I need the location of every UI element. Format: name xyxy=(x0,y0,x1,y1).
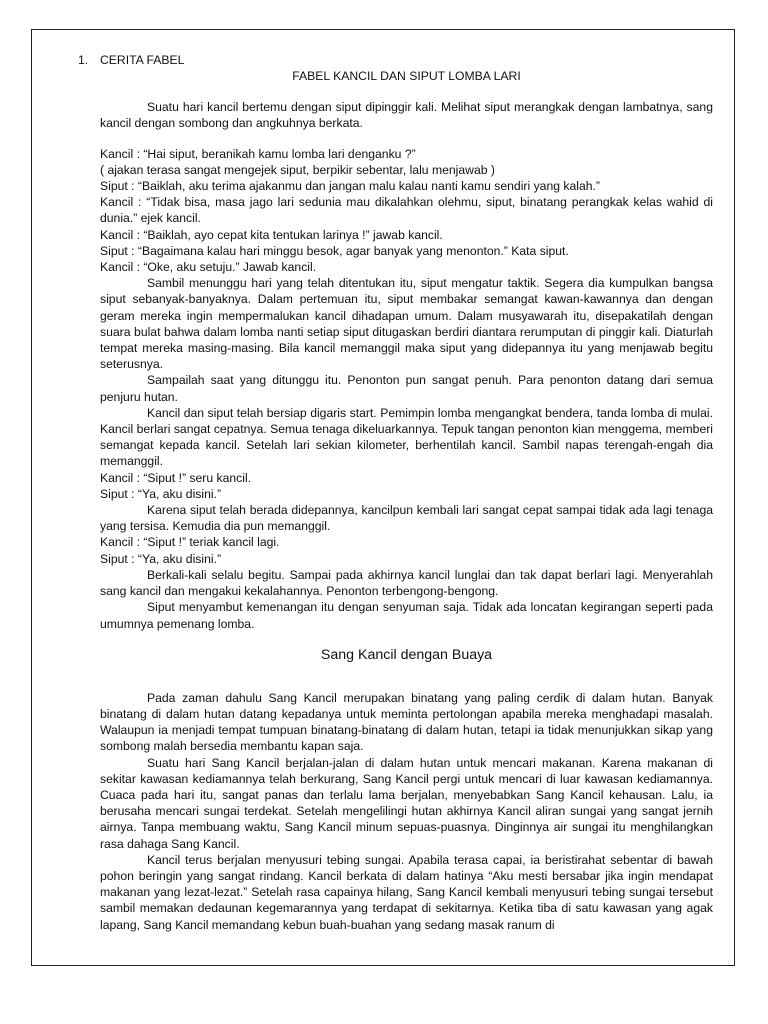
story1-paragraph: Siput menyambut kemenangan itu dengan senyuman saja. Tidak ada loncatan kegirangan seperti pada umumnya pemenang lomba. xyxy=(100,600,713,631)
story1-paragraph: Karena siput telah berada didepannya, kancilpun kembali lari sangat cepat sampai tidak ada lagi tenaga yang tersisa. Kemudia dia pun memanggil. xyxy=(100,503,713,534)
story2-paragraph: Kancil terus berjalan menyusuri tebing sungai. Apabila terasa capai, ia beristirahat sebentar di bawah pohon beringin yang sangat rindang. Kancil berkata di dalam hatinya “Aku mesti bersabar jika ingin mendapat makanan yang lezat-lezat.” Setelah rasa capainya hilang, Sang Kancil kembali menyusuri tebing sungai tersebut sambil memakan dedaunan kegemarannya yang terdapat di sekitarnya. Ketika tiba di satu kawasan yang agak lapang, Sang Kancil memandang kebun buah-buahan yang sedang masak ranum di xyxy=(100,852,713,932)
dialog-line: ( ajakan terasa sangat mengejek siput, berpikir sebentar, lalu menjawab ) xyxy=(100,162,495,177)
story2-paragraph: Pada zaman dahulu Sang Kancil merupakan binatang yang paling cerdik di dalam hutan. Banyak binatang di dalam hutan datang kepadanya untuk meminta pertolongan apabila mereka menghadapi masalah. Walaupun ia menjadi tempat tumpuan binatang-binatang di dalam hutan, tetapi ia tidak menunjukkan sikap yang sombong malah bersedia membantu kapan saja. xyxy=(100,690,713,754)
dialog-line: Siput : “Baiklah, aku terima ajakanmu dan jangan malu kalau nanti kamu sendiri yang kalah.” xyxy=(100,179,600,194)
dialog-line: Siput : “Bagaimana kalau hari minggu besok, agar banyak yang menonton.” Kata siput. xyxy=(100,243,569,258)
story1-paragraph: Kancil dan siput telah bersiap digaris start. Pemimpin lomba mengangkat bendera, tanda lomba di mulai. Kancil berlari sangat cepatnya. Semua tenaga dikeluarkannya. Tepuk tangan penonton kian menggema, memberi semangat kepada kancil. Setelah lari sekian kilometer, berhentilah kancil. Sambil napas terengah-engah dia memanggil. xyxy=(100,405,713,469)
section-label: CERITA FABEL xyxy=(100,53,185,67)
story1-paragraph: Sampailah saat yang ditunggu itu. Penonton pun sangat penuh. Para penonton datang dari semua penjuru hutan. xyxy=(100,373,713,404)
section-number: 1. xyxy=(78,53,89,67)
section-heading xyxy=(78,52,713,68)
dialog-line: Kancil : “Hai siput, beranikah kamu lomba lari denganku ?” xyxy=(100,146,416,161)
dialog-line: Kancil : “Tidak bisa, masa jago lari sedunia mau dikalahkan olehmu, siput, binatang perangkak kelas wahid di dunia.” ejek kancil. xyxy=(100,195,713,226)
story2-paragraph: Suatu hari Sang Kancil berjalan-jalan di dalam hutan untuk mencari makanan. Karena makanan di sekitar kawasan kediamannya telah berkurang, Sang Kancil pergi untuk mencari di luar kawasan kediamannya. Cuaca pada hari itu, sangat panas dan terlalu lama berjalan, menyebabkan Sang Kancil kehausan. Lalu, ia berusaha mencari sungai terdekat. Setelah mengelilingi hutan akhirnya Kancil aliran sungai yang sangat jernih airnya. Tanpa membuang waktu, Sang Kancil minum sepuas-puasnya. Dinginnya air sungai itu menghilangkan rasa dahaga Sang Kancil. xyxy=(100,755,713,851)
dialog-line: Kancil : “Oke, aku setuju.” Jawab kancil. xyxy=(100,260,317,275)
story1-title: FABEL KANCIL DAN SIPUT LOMBA LARI xyxy=(292,69,521,83)
dialog-line: Kancil : “Siput !” teriak kancil lagi. xyxy=(100,535,280,550)
dialog-line: Kancil : “Baiklah, ayo cepat kita tentukan larinya !” jawab kancil. xyxy=(100,227,443,242)
story1-intro: Suatu hari kancil bertemu dengan siput dipinggir kali. Melihat siput merangkak dengan lambatnya, sang kancil dengan sombong dan angkuhnya berkata. xyxy=(100,100,713,131)
story2-title: Sang Kancil dengan Buaya xyxy=(320,646,493,663)
story1-paragraph: Sambil menunggu hari yang telah ditentukan itu, siput mengatur taktik. Segera dia kumpulkan bangsa siput sebanyak-banyaknya. Dalam pertemuan itu, siput membakar semangat kawan-kawannya dan dengan geram mereka ingin mempermalukan kancil dihadapan umum. Dalam musyawarah itu, disepakatilah dengan suara bulat bahwa dalam lomba nanti setiap siput ditugaskan berdiri diantara rerumputan di pinggir kali. Diaturlah tempat mereka masing-masing. Bila kancil memanggil maka siput yang didepannya itu yang menjawab begitu seterusnya. xyxy=(100,276,713,372)
document-body xyxy=(78,52,713,933)
story1-paragraph: Berkali-kali selalu begitu. Sampai pada akhirnya kancil lunglai dan tak dapat berlari lagi. Menyerahlah sang kancil dan mengakui kekalahannya. Penonton terbengong-bengong. xyxy=(100,567,713,599)
dialog-line: Siput : “Ya, aku disini.” xyxy=(100,551,222,566)
dialog-line: Kancil : “Siput !” seru kancil. xyxy=(100,470,252,485)
dialog-line: Siput : “Ya, aku disini.” xyxy=(100,486,222,501)
